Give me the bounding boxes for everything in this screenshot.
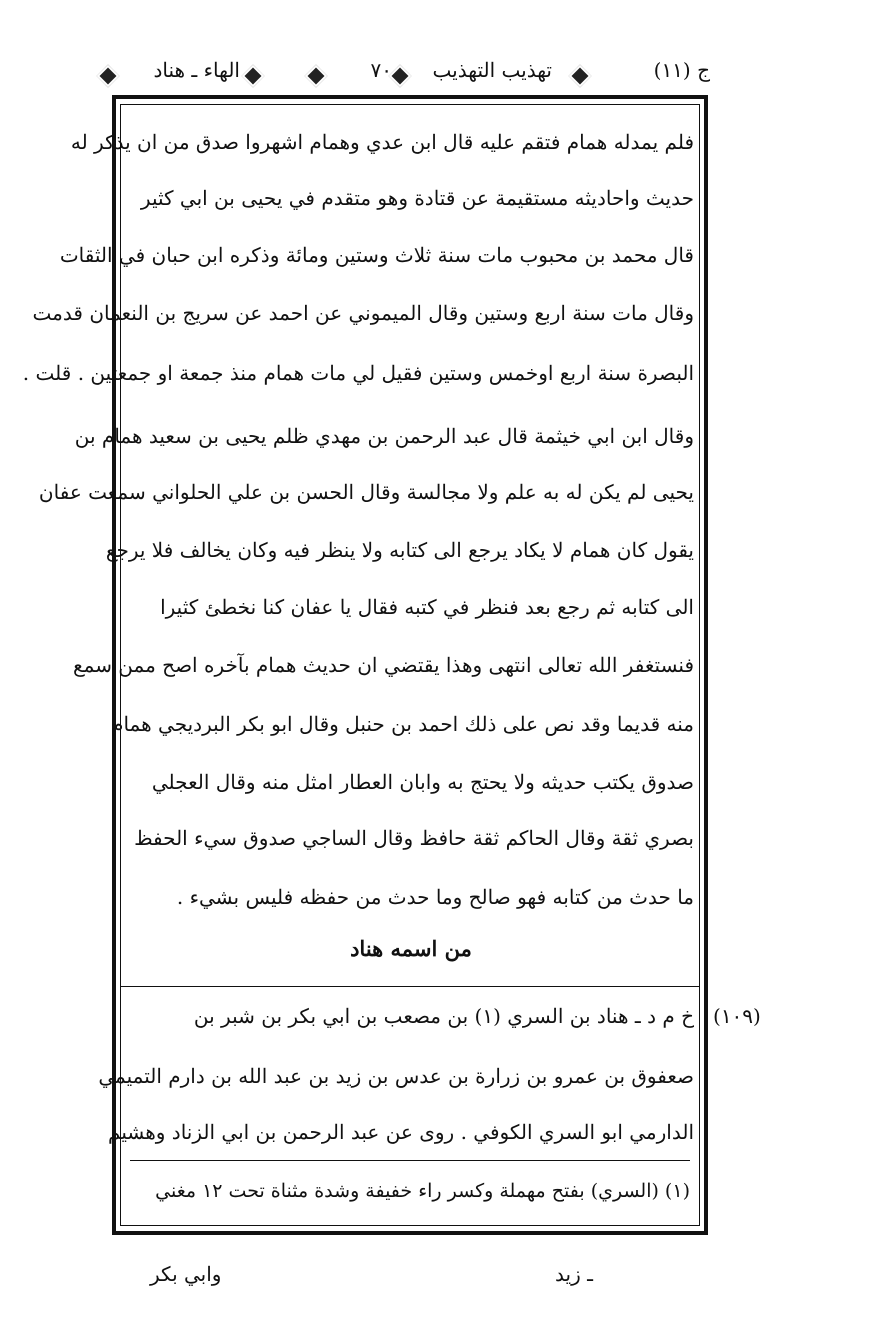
- body-line: الى كتابه ثم رجع بعد فنظر في كتبه فقال يا عفان كنا نخطئ كثيرا: [160, 595, 694, 619]
- catchword-middle: ـ زيد: [555, 1262, 593, 1286]
- body-line: وقال ابن ابي خيثمة قال عبد الرحمن بن مهدي ظلم يحيى بن سعيد همام بن: [74, 424, 694, 448]
- body-line: قال محمد بن محبوب مات سنة ثلاث وستين ومائة وذكره ابن حبان في الثقات: [59, 243, 694, 267]
- ornament-icon: [304, 62, 328, 86]
- ornament-icon: [568, 62, 592, 86]
- ornament-icon: [241, 62, 265, 86]
- section-divider: [120, 986, 700, 987]
- body-line: منه قديما وقد نص على ذلك احمد بن حنبل وقال ابو بكر البرديجي همام: [111, 712, 694, 736]
- book-title: تهذيب التهذيب: [432, 58, 552, 82]
- section-title: من اسمه هناد: [350, 936, 472, 961]
- entry-number: (١٠٩): [713, 1004, 761, 1028]
- body-line: يقول كان همام لا يكاد يرجع الى كتابه ولا ينظر فيه وكان يخالف فلا يرجع: [105, 538, 694, 562]
- ornament-icon: [96, 62, 120, 86]
- section-header: الهاء ـ هناد: [153, 58, 240, 82]
- footnote: (١) (السري) بفتح مهملة وكسر راء خفيفة وشدة مثناة تحت ١٢ مغني: [155, 1180, 690, 1202]
- body-line: ما حدث من كتابه فهو صالح وما حدث من حفظه فليس بشيء .: [176, 885, 694, 909]
- entry-line: خ م د ـ هناد بن السري (١) بن مصعب بن ابي بكر بن شبر بن: [193, 1004, 694, 1028]
- footnote-divider: [130, 1160, 690, 1161]
- entry-line: الدارمي ابو السري الكوفي . روى عن عبد الرحمن بن ابي الزناد وهشيم: [108, 1120, 694, 1144]
- body-line: وقال مات سنة اربع وستين وقال الميموني عن احمد عن سريج بن النعمان قدمت: [32, 301, 694, 325]
- body-line: يحيى لم يكن له به علم ولا مجالسة وقال الحسن بن علي الحلواني سمعت عفان: [38, 480, 694, 504]
- running-header: [98, 50, 710, 90]
- body-line: البصرة سنة اربع اوخمس وستين فقيل لي مات همام منذ جمعة او جمعتين . قلت .: [22, 361, 694, 385]
- page-number: ٧٠: [370, 58, 392, 82]
- body-line: صدوق يكتب حديثه ولا يحتج به وابان العطار امثل منه وقال العجلي: [151, 770, 694, 794]
- volume-label: ج (١١): [653, 58, 710, 82]
- entry-line: صعفوق بن عمرو بن زرارة بن عدس بن زيد بن عبد الله بن دارم التميمي: [98, 1064, 694, 1088]
- body-line: حديث واحاديثه مستقيمة عن قتادة وهو متقدم في يحيى بن ابي كثير: [140, 186, 694, 210]
- body-line: فلم يمدله همام فتقم عليه قال ابن عدي وهمام اشهروا صدق من ان يذكر له: [70, 130, 694, 154]
- body-line: فنستغفر الله تعالى انتهى وهذا يقتضي ان حديث همام بآخره اصح ممن سمع: [72, 653, 694, 677]
- catchword-left: وابي بكر: [150, 1262, 222, 1286]
- body-line: بصري ثقة وقال الحاكم ثقة حافظ وقال الساجي صدوق سيء الحفظ: [134, 826, 694, 850]
